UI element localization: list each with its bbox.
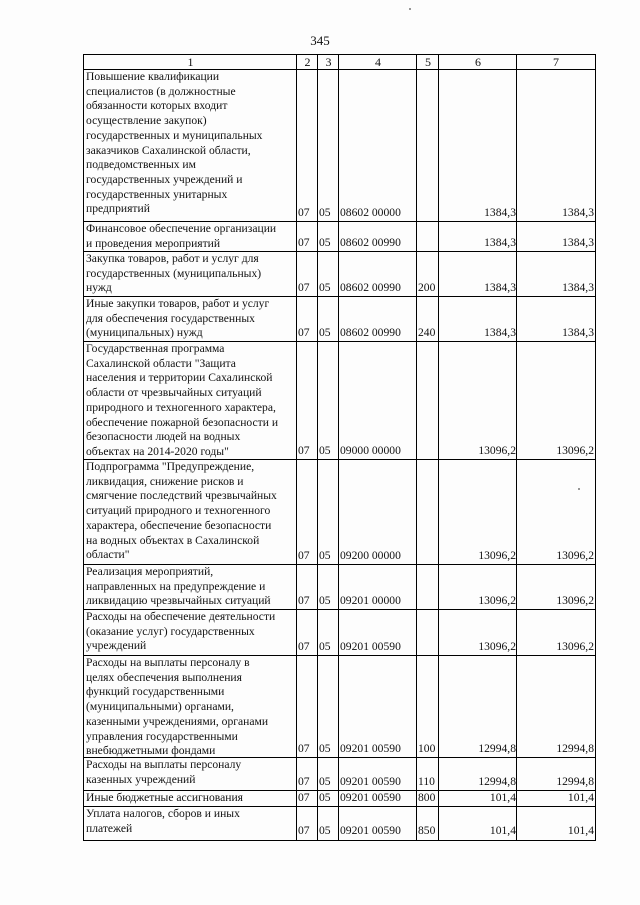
csr-value: 08602 00990 [340,281,401,295]
pr-value: 05 [319,236,331,250]
csr-cell [338,251,417,297]
rz-cell [296,790,318,807]
name-cell: Закупка товаров, работ и услуг для государственных (муниципальных) нужд [83,251,297,297]
rz-value: 07 [298,444,310,458]
pr-value: 05 [319,444,331,458]
pr-value: 05 [319,791,331,805]
sum2017-value: 101,4 [567,824,594,838]
sum2017-cell [516,251,596,297]
vr-value: 110 [418,775,435,789]
vr-cell [416,757,439,791]
rz-cell [296,296,318,342]
csr-value: 09000 00000 [340,444,401,458]
sum2016-value: 1384,3 [484,236,516,250]
csr-value: 09200 00000 [340,549,401,563]
sum2017-value: 13096,2 [556,549,594,563]
vr-cell [416,251,439,297]
sum2017-cell [516,655,596,758]
pr-cell [317,459,339,565]
sum2017-cell [516,296,596,342]
name-cell: Иные закупки товаров, работ и услуг для обеспечения государственных (муниципальных) нужд [83,296,297,342]
pr-cell [317,757,339,791]
rz-value: 07 [298,206,310,220]
rz-cell [296,564,318,610]
name-cell: Финансовое обеспечение организации и проведения мероприятий [83,221,297,252]
csr-cell [338,790,417,807]
column-header-1: 1 [83,54,297,70]
sum2017-value: 13096,2 [556,444,594,458]
sum2017-cell [516,564,596,610]
sum2017-value: 101,4 [567,791,594,805]
name-cell: Расходы на выплаты персоналу в целях обеспечения выполнения функций государственными (муниципальными) органами, казенными учреждениями, органами управления государственными внебюджетными фондами [83,655,297,758]
sum2016-cell [438,459,517,565]
vr-value: 850 [418,824,436,838]
sum2016-cell [438,806,517,841]
column-header-2: 2 [296,54,318,70]
pr-value: 05 [319,640,331,654]
pr-value: 05 [319,775,331,789]
vr-value: 240 [418,326,436,340]
sum2016-value: 101,4 [489,791,516,805]
csr-value: 09201 00590 [340,824,401,838]
csr-value: 09201 00590 [340,640,401,654]
pr-cell [317,341,339,460]
scan-speck [578,488,580,490]
vr-value: 200 [418,281,436,295]
rz-value: 07 [298,236,310,250]
sum2017-value: 12994,8 [556,775,594,789]
sum2016-cell [438,221,517,252]
name-cell: Уплата налогов, сборов и иных платежей [83,806,297,841]
rz-cell [296,655,318,758]
column-header-4: 4 [338,54,417,70]
sum2016-cell [438,609,517,656]
sum2017-cell [516,221,596,252]
vr-cell [416,655,439,758]
rz-cell [296,69,318,222]
rz-cell [296,341,318,460]
sum2017-value: 13096,2 [556,640,594,654]
name-cell: Расходы на выплаты персоналу казенных учреждений [83,757,297,791]
rz-value: 07 [298,824,310,838]
sum2016-cell [438,69,517,222]
csr-value: 08602 00990 [340,236,401,250]
sum2017-cell [516,341,596,460]
sum2017-value: 12994,8 [556,742,594,756]
sum2017-cell [516,459,596,565]
vr-cell [416,564,439,610]
sum2016-cell [438,564,517,610]
pr-value: 05 [319,824,331,838]
pr-cell [317,655,339,758]
csr-cell [338,609,417,656]
rz-value: 07 [298,594,310,608]
sum2016-cell [438,341,517,460]
csr-cell [338,564,417,610]
sum2017-cell [516,790,596,807]
vr-cell [416,609,439,656]
sum2016-value: 13096,2 [478,640,516,654]
sum2016-value: 1384,3 [484,326,516,340]
csr-cell [338,757,417,791]
csr-cell [338,459,417,565]
sum2017-value: 1384,3 [562,206,594,220]
pr-value: 05 [319,206,331,220]
pr-cell [317,564,339,610]
name-cell: Расходы на обеспечение деятельности (оказание услуг) государственных учреждений [83,609,297,656]
sum2017-cell [516,69,596,222]
column-header-6: 6 [438,54,517,70]
sum2017-value: 13096,2 [556,594,594,608]
rz-value: 07 [298,640,310,654]
csr-cell [338,69,417,222]
sum2016-cell [438,251,517,297]
csr-cell [338,296,417,342]
name-cell: Повышение квалификации специалистов (в должностные обязанности которых входит осуществление закупок) государственных и муниципальных заказчиков Сахалинской области, подведомственных им государственных учреждений и государственных унитарных предприятий [83,69,297,222]
pr-cell [317,609,339,656]
name-cell: Иные бюджетные ассигнования [83,790,297,807]
rz-cell [296,806,318,841]
sum2016-value: 1384,3 [484,281,516,295]
pr-value: 05 [319,281,331,295]
sum2016-value: 12994,8 [478,742,516,756]
page-number: 345 [310,33,330,48]
csr-value: 09201 00590 [340,742,401,756]
sum2017-value: 1384,3 [562,281,594,295]
csr-value: 09201 00590 [340,775,401,789]
rz-value: 07 [298,775,310,789]
rz-cell [296,757,318,791]
csr-cell [338,806,417,841]
pr-cell [317,296,339,342]
rz-cell [296,221,318,252]
vr-cell [416,341,439,460]
sum2016-value: 13096,2 [478,444,516,458]
vr-cell [416,221,439,252]
sum2017-cell [516,757,596,791]
sum2016-value: 1384,3 [484,206,516,220]
vr-cell [416,790,439,807]
sum2016-value: 13096,2 [478,594,516,608]
rz-value: 07 [298,742,310,756]
csr-value: 09201 00590 [340,791,401,805]
rz-value: 07 [298,326,310,340]
pr-cell [317,806,339,841]
name-cell: Государственная программа Сахалинской области "Защита населения и территории Сахалинской области от чрезвычайных ситуаций природного и техногенного характера, обеспечение пожарной безопасности и безопасности людей на водных объектах на 2014-2020 годы" [83,341,297,460]
pr-cell [317,790,339,807]
sum2016-value: 12994,8 [478,775,516,789]
csr-cell [338,221,417,252]
scan-speck [409,8,411,10]
sum2017-value: 1384,3 [562,326,594,340]
rz-cell [296,251,318,297]
pr-cell [317,251,339,297]
pr-value: 05 [319,326,331,340]
sum2017-cell [516,609,596,656]
sum2016-value: 101,4 [489,824,516,838]
sum2016-cell [438,757,517,791]
csr-value: 08602 00000 [340,206,401,220]
column-header-3: 3 [317,54,339,70]
name-cell: Подпрограмма "Предупреждение, ликвидация, снижение рисков и смягчение последствий чрезвычайных ситуаций природного и техногенного характера, обеспечение безопасности на водных объектах в Сахалинской области" [83,459,297,565]
vr-cell [416,459,439,565]
vr-value: 800 [418,791,436,805]
sum2017-value: 1384,3 [562,236,594,250]
column-header-7: 7 [516,54,596,70]
csr-cell [338,341,417,460]
pr-value: 05 [319,549,331,563]
csr-value: 09201 00000 [340,594,401,608]
vr-cell [416,69,439,222]
pr-value: 05 [319,742,331,756]
vr-value: 100 [418,742,436,756]
vr-cell [416,806,439,841]
rz-value: 07 [298,281,310,295]
sum2016-value: 13096,2 [478,549,516,563]
sum2016-cell [438,655,517,758]
sum2016-cell [438,296,517,342]
sum2017-cell [516,806,596,841]
pr-cell [317,69,339,222]
rz-cell [296,609,318,656]
vr-cell [416,296,439,342]
sum2016-cell [438,790,517,807]
name-cell: Реализация мероприятий, направленных на предупреждение и ликвидацию чрезвычайных ситуаций [83,564,297,610]
pr-value: 05 [319,594,331,608]
rz-cell [296,459,318,565]
rz-value: 07 [298,549,310,563]
csr-cell [338,655,417,758]
rz-value: 07 [298,791,310,805]
pr-cell [317,221,339,252]
csr-value: 08602 00990 [340,326,401,340]
column-header-5: 5 [416,54,439,70]
